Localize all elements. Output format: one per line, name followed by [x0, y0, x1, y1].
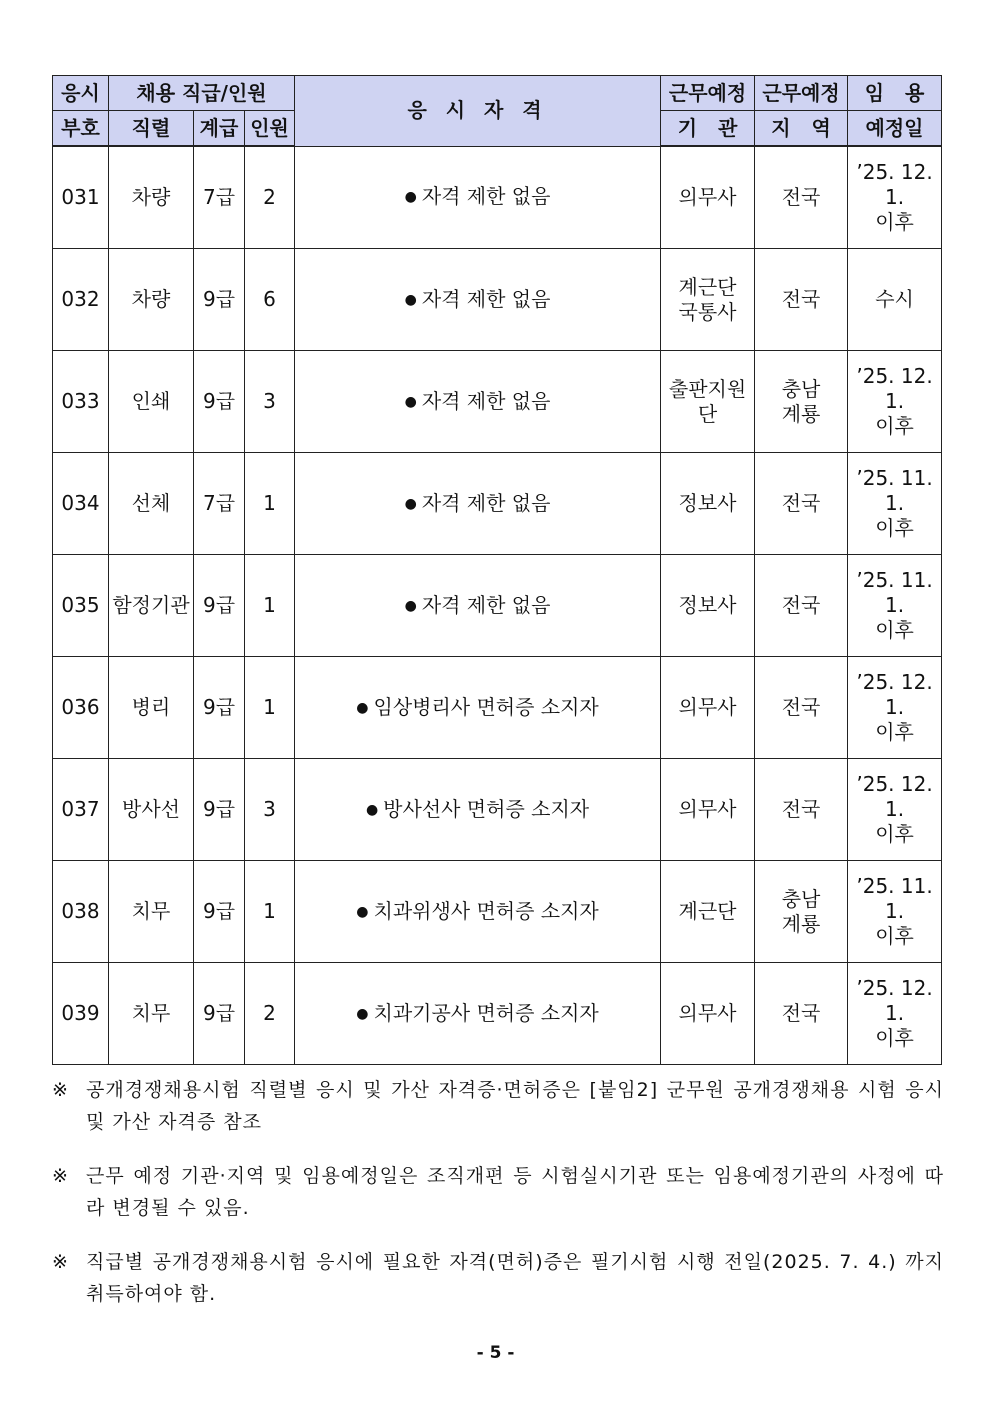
table-row [53, 453, 942, 555]
grade-cell: 9급 [194, 249, 245, 351]
bullet-icon: ● [365, 801, 379, 818]
exam-no-cell: 035 [53, 555, 109, 657]
qualification-text: 방사선사 면허증 소지자 [383, 796, 590, 821]
region-line: 충남 [781, 886, 821, 911]
bullet-icon: ● [356, 1005, 369, 1022]
note-item [52, 1160, 944, 1224]
grade-cell: 9급 [194, 555, 245, 657]
grade-cell: 7급 [194, 453, 245, 555]
agency-line: 계근단 [678, 899, 737, 923]
qualification-text: 자격 제한 없음 [421, 388, 551, 413]
exam-no-cell: 038 [53, 861, 109, 963]
bullet-icon: ● [356, 699, 369, 716]
agency-line: 의무사 [678, 1001, 737, 1025]
date-cell [848, 963, 942, 1065]
bullet-icon: ● [404, 393, 417, 410]
note-item [52, 1074, 944, 1138]
region-line: 전국 [781, 287, 821, 311]
region-line: 전국 [781, 1001, 821, 1025]
count-cell: 2 [245, 146, 295, 249]
date-line: 이후 [875, 822, 914, 846]
agency-line: 정보사 [678, 491, 737, 515]
table-row [53, 657, 942, 759]
exam-no-cell: 031 [53, 146, 109, 249]
date-line: 이후 [875, 618, 914, 642]
count-cell: 1 [245, 657, 295, 759]
date-line: 이후 [875, 720, 914, 744]
date-line: 이후 [875, 924, 914, 948]
bullet-icon: ● [404, 495, 417, 512]
header-date-bottom: 예정일 [848, 111, 942, 147]
series-cell: 차량 [109, 146, 194, 249]
date-cell [848, 861, 942, 963]
date-cell [848, 351, 942, 453]
qualification-cell [295, 555, 661, 657]
count-cell: 3 [245, 759, 295, 861]
region-line: 전국 [781, 797, 821, 821]
agency-line: 의무사 [678, 797, 737, 821]
recruitment-table [52, 75, 942, 1065]
qualification-cell [295, 146, 661, 249]
date-cell [848, 453, 942, 555]
exam-no-cell: 034 [53, 453, 109, 555]
region-cell [755, 963, 848, 1065]
bullet-icon: ● [404, 597, 417, 614]
date-line: ’25. 11. 1. [856, 568, 933, 617]
series-cell: 인쇄 [109, 351, 194, 453]
series-cell: 선체 [109, 453, 194, 555]
agency-cell [661, 146, 755, 249]
header-exam-no-top: 응시 [53, 76, 109, 111]
qualification-cell [295, 861, 661, 963]
series-cell: 차량 [109, 249, 194, 351]
header-qualification: 응 시 자 격 [295, 76, 661, 147]
region-cell [755, 657, 848, 759]
date-line: ’25. 12. 1. [856, 772, 933, 821]
count-cell: 2 [245, 963, 295, 1065]
grade-cell: 9급 [194, 861, 245, 963]
agency-line: 의무사 [678, 695, 737, 719]
agency-cell [661, 555, 755, 657]
region-cell [755, 146, 848, 249]
agency-line: 계근단 [678, 274, 737, 299]
note-text: 공개경쟁채용시험 직렬별 응시 및 가산 자격증·면허증은 [붙임2] 군무원 공개경쟁채용 시험 응시 및 가산 자격증 참조 [86, 1079, 944, 1133]
header-region-bottom: 지 역 [755, 111, 848, 147]
header-agency-top: 근무예정 [661, 76, 755, 111]
agency-cell [661, 963, 755, 1065]
grade-cell: 9급 [194, 963, 245, 1065]
region-line: 전국 [781, 185, 821, 209]
qualification-text: 자격 제한 없음 [421, 490, 551, 515]
date-line: 이후 [875, 414, 914, 438]
exam-no-cell: 032 [53, 249, 109, 351]
date-cell [848, 759, 942, 861]
series-cell: 치무 [109, 963, 194, 1065]
qualification-text: 임상병리사 면허증 소지자 [373, 694, 599, 719]
region-line: 전국 [781, 491, 821, 515]
series-cell: 함정기관 [109, 555, 194, 657]
header-series: 직렬 [109, 111, 194, 147]
bullet-icon: ● [356, 903, 369, 920]
qualification-cell [295, 453, 661, 555]
date-line: 이후 [875, 210, 914, 234]
region-cell [755, 555, 848, 657]
region-cell [755, 759, 848, 861]
grade-cell: 7급 [194, 146, 245, 249]
agency-line: 출판지원단 [668, 376, 747, 426]
agency-cell [661, 453, 755, 555]
grade-cell: 9급 [194, 657, 245, 759]
grade-cell: 9급 [194, 351, 245, 453]
note-mark: ※ [52, 1079, 68, 1101]
note-mark: ※ [52, 1165, 68, 1187]
agency-cell [661, 759, 755, 861]
agency-line: 국통사 [678, 299, 737, 324]
date-cell [848, 657, 942, 759]
date-line: ’25. 12. 1. [856, 670, 933, 719]
table-row [53, 555, 942, 657]
qualification-cell [295, 657, 661, 759]
date-cell [848, 555, 942, 657]
date-cell [848, 249, 942, 351]
agency-line: 의무사 [678, 185, 737, 209]
agency-cell [661, 657, 755, 759]
region-line: 계룡 [781, 911, 821, 936]
table-row [53, 351, 942, 453]
qualification-text: 자격 제한 없음 [421, 184, 551, 209]
note-text: 직급별 공개경쟁채용시험 응시에 필요한 자격(면허)증은 필기시험 시행 전일(2025. 7. 4.) 까지 취득하여야 함. [86, 1251, 944, 1305]
region-cell [755, 351, 848, 453]
header-count: 인원 [245, 111, 295, 147]
qualification-cell [295, 963, 661, 1065]
region-cell [755, 249, 848, 351]
count-cell: 1 [245, 555, 295, 657]
note-item [52, 1246, 944, 1310]
date-line: ’25. 11. 1. [856, 874, 933, 923]
date-line: ’25. 12. 1. [856, 976, 933, 1025]
date-line: ’25. 12. 1. [856, 364, 933, 413]
count-cell: 3 [245, 351, 295, 453]
date-cell [848, 146, 942, 249]
exam-no-cell: 036 [53, 657, 109, 759]
region-cell [755, 453, 848, 555]
qualification-text: 치과기공사 면허증 소지자 [373, 1000, 599, 1025]
agency-cell [661, 861, 755, 963]
region-line: 계룡 [781, 401, 821, 426]
region-cell [755, 861, 848, 963]
header-date-top: 임 용 [848, 76, 942, 111]
header-region-top: 근무예정 [755, 76, 848, 111]
region-line: 충남 [781, 376, 821, 401]
table-row [53, 861, 942, 963]
header-exam-no-bottom: 부호 [53, 111, 109, 147]
bullet-icon: ● [404, 189, 417, 206]
agency-cell [661, 351, 755, 453]
region-line: 전국 [781, 593, 821, 617]
qualification-cell [295, 249, 661, 351]
exam-no-cell: 033 [53, 351, 109, 453]
table-row [53, 146, 942, 249]
bullet-icon: ● [404, 291, 417, 308]
exam-no-cell: 037 [53, 759, 109, 861]
qualification-cell [295, 759, 661, 861]
date-line: ’25. 12. 1. [856, 160, 933, 209]
date-line: 수시 [875, 287, 914, 311]
date-line: 이후 [875, 1026, 914, 1050]
series-cell: 방사선 [109, 759, 194, 861]
qualification-text: 자격 제한 없음 [421, 592, 551, 617]
header-grade: 계급 [194, 111, 245, 147]
header-position-group: 채용 직급/인원 [109, 76, 295, 111]
page-number: - 5 - [476, 1343, 515, 1363]
grade-cell: 9급 [194, 759, 245, 861]
table-row [53, 963, 942, 1065]
note-text: 근무 예정 기관·지역 및 임용예정일은 조직개편 등 시험실시기관 또는 임용예정기관의 사정에 따라 변경될 수 있음. [86, 1165, 944, 1219]
qualification-text: 치과위생사 면허증 소지자 [373, 898, 599, 923]
region-line: 전국 [781, 695, 821, 719]
series-cell: 치무 [109, 861, 194, 963]
header-agency-bottom: 기 관 [661, 111, 755, 147]
qualification-cell [295, 351, 661, 453]
notes-section [52, 1074, 944, 1332]
qualification-text: 자격 제한 없음 [421, 286, 551, 311]
note-mark: ※ [52, 1251, 68, 1273]
count-cell: 6 [245, 249, 295, 351]
date-line: ’25. 11. 1. [856, 466, 933, 515]
exam-no-cell: 039 [53, 963, 109, 1065]
count-cell: 1 [245, 861, 295, 963]
agency-line: 정보사 [678, 593, 737, 617]
date-line: 이후 [875, 516, 914, 540]
series-cell: 병리 [109, 657, 194, 759]
table-row [53, 759, 942, 861]
table-row [53, 249, 942, 351]
count-cell: 1 [245, 453, 295, 555]
agency-cell [661, 249, 755, 351]
